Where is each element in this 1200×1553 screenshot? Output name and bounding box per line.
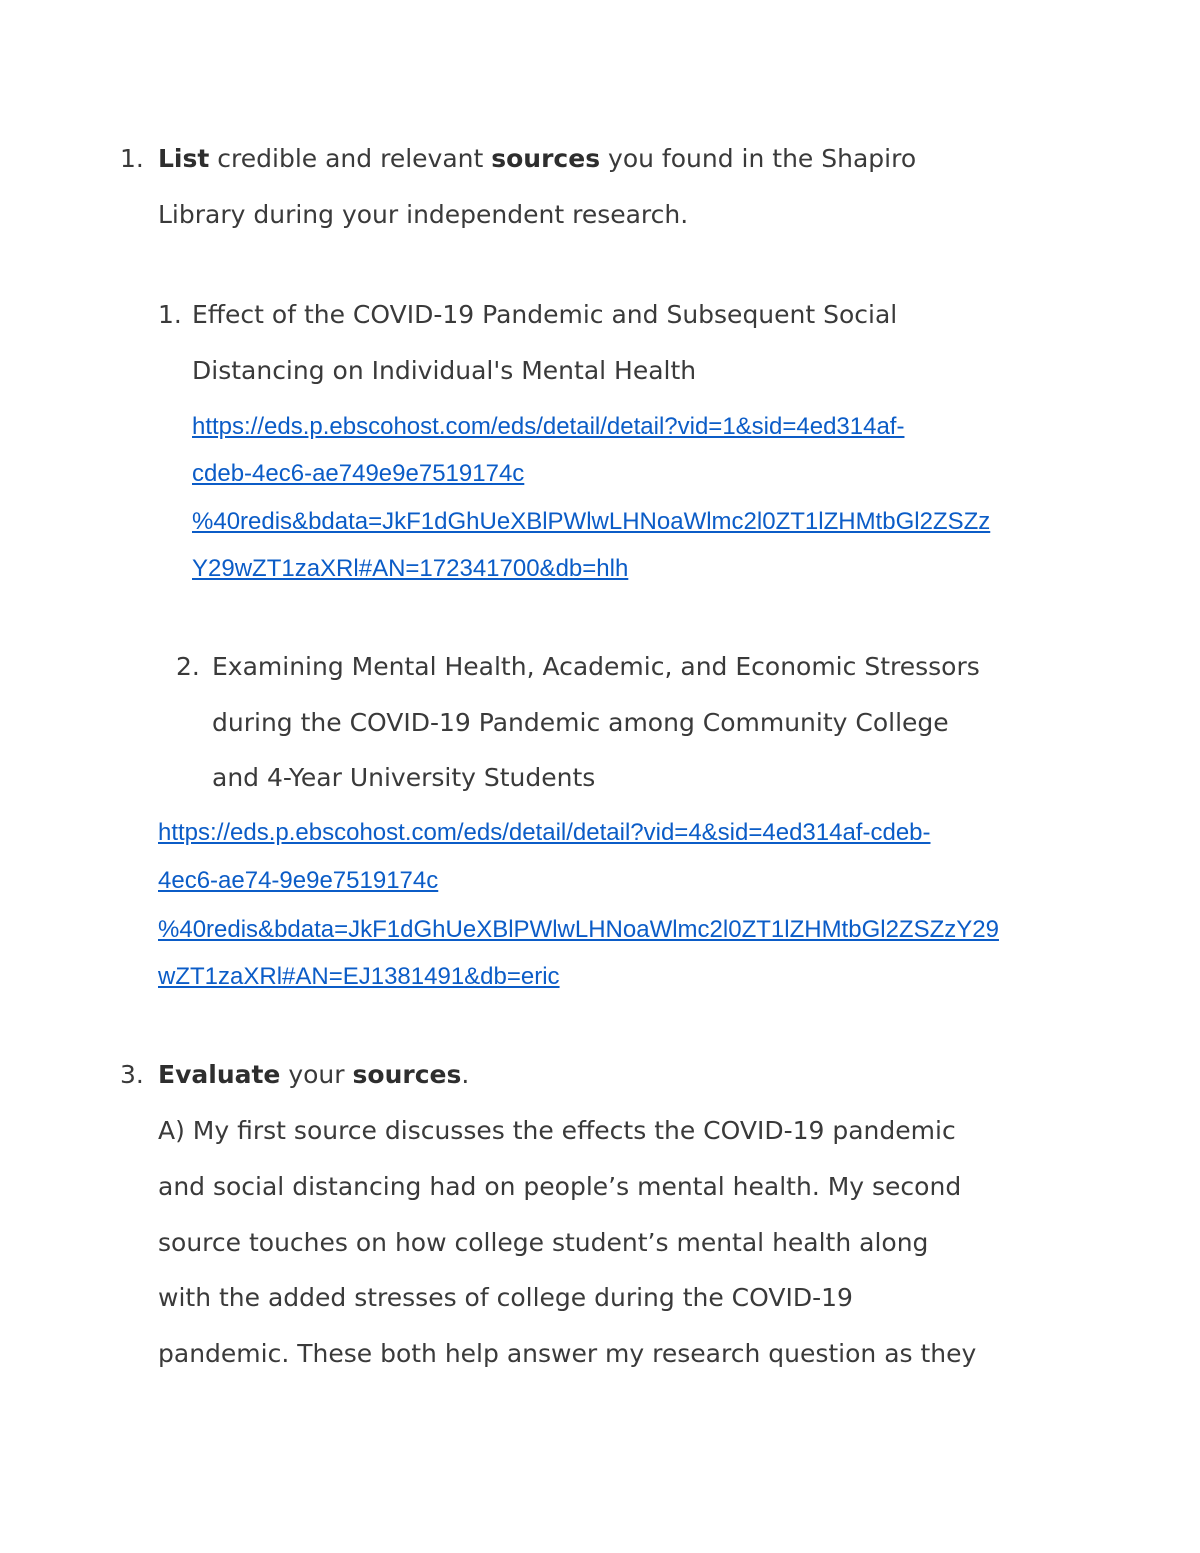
item3-text-your: your xyxy=(288,1060,345,1089)
item3-heading xyxy=(158,1062,469,1087)
source1-link[interactable]: %40redis&bdata=JkF1dGhUeXBlPWlwLHNoaWlmc2l0ZT1lZHMtbGl2ZSZz xyxy=(192,508,991,535)
answer-line: with the added stresses of college during the COVID-19 xyxy=(158,1283,853,1312)
answer-line: and social distancing had on people’s mental health. My second xyxy=(158,1172,962,1201)
bold-evaluate-label: Evaluate xyxy=(158,1060,281,1089)
source1-url-line1[interactable] xyxy=(192,413,904,439)
source1-url-line3[interactable] xyxy=(192,508,990,534)
answer-line: pandemic. These both help answer my research question as they xyxy=(158,1339,977,1368)
source1-link[interactable]: Y29wZT1zaXRl#AN=172341700&db=hlh xyxy=(192,555,629,582)
bold-sources-label: sources xyxy=(352,1060,462,1089)
source2-url-line3[interactable] xyxy=(158,916,999,942)
item1-text-b: you found in the Shapiro xyxy=(608,144,917,173)
item1-text-a: credible and relevant xyxy=(217,144,484,173)
source2-url-line4[interactable] xyxy=(158,963,560,989)
source2-link[interactable]: https://eds.p.ebscohost.com/eds/detail/detail?vid=4&sid=4ed314af-cdeb- xyxy=(158,819,931,846)
source-number-2: 2. xyxy=(176,652,200,681)
source2-title-line1: Examining Mental Health, Academic, and Economic Stressors xyxy=(212,652,980,681)
source1-title-line2: Distancing on Individual's Mental Health xyxy=(192,356,697,385)
bold-sources-label: sources xyxy=(491,144,601,173)
source2-link[interactable]: 4ec6-ae74-9e9e7519174c xyxy=(158,867,439,894)
source1-url-line4[interactable] xyxy=(192,555,628,581)
list-number-1: 1. xyxy=(120,144,144,173)
source2-link[interactable]: wZT1zaXRl#AN=EJ1381491&db=eric xyxy=(158,963,560,990)
source2-title-line3: and 4-Year University Students xyxy=(212,763,596,792)
answer-line: A) My first source discusses the effects the COVID-19 pandemic xyxy=(158,1116,956,1145)
item1-heading-line1 xyxy=(158,146,916,171)
answer-line: source touches on how college student’s mental health along xyxy=(158,1228,929,1257)
source-number-1: 1. xyxy=(158,300,182,329)
source1-link[interactable]: cdeb-4ec6-ae749e9e7519174c xyxy=(192,460,525,487)
source2-title-line2: during the COVID-19 Pandemic among Community College xyxy=(212,708,949,737)
source1-title-line1: Effect of the COVID-19 Pandemic and Subsequent Social xyxy=(192,300,898,329)
bold-list-label: List xyxy=(158,144,210,173)
source1-link[interactable]: https://eds.p.ebscohost.com/eds/detail/detail?vid=1&sid=4ed314af- xyxy=(192,413,905,440)
source2-link[interactable]: %40redis&bdata=JkF1dGhUeXBlPWlwLHNoaWlmc2l0ZT1lZHMtbGl2ZSZzY29 xyxy=(158,916,999,943)
item3-period: . xyxy=(461,1060,470,1089)
source2-url-line2[interactable] xyxy=(158,867,438,893)
list-number-3: 3. xyxy=(120,1060,144,1089)
source2-url-line1[interactable] xyxy=(158,819,931,845)
source1-url-line2[interactable] xyxy=(192,460,524,486)
item1-heading-line2: Library during your independent research. xyxy=(158,200,689,229)
